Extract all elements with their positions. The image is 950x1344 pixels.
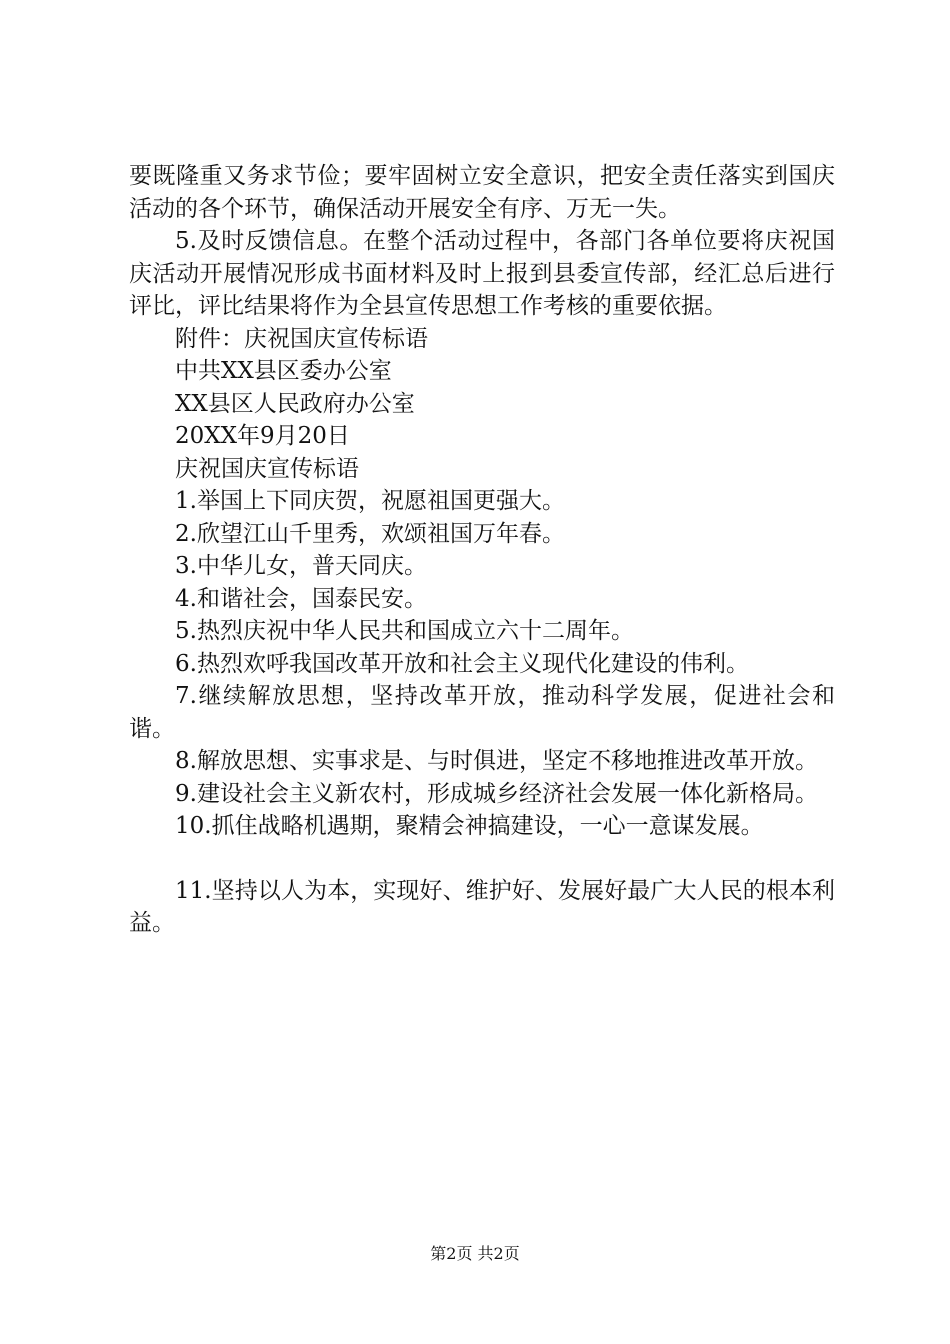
issuer-government-office: XX县区人民政府办公室: [175, 390, 415, 417]
page-footer: [0, 1244, 950, 1264]
slogan-item: 3.中华儿女，普天同庆。: [175, 553, 427, 579]
document-body: [129, 160, 835, 940]
slogan-item: 11.坚持以人为本，实现好、维护好、发展好最广大人民的根本利益。: [129, 877, 835, 936]
slogan-item: 4.和谐社会，国泰民安。: [175, 585, 427, 612]
slogan-item: 8.解放思想、实事求是、与时俱进，坚定不移地推进改革开放。: [175, 748, 818, 774]
slogan-item: 7.继续解放思想，坚持改革开放，推动科学发展，促进社会和谐。: [129, 683, 835, 742]
slogan-item: 2.欣望江山千里秀，欢颂祖国万年春。: [175, 520, 565, 547]
slogan-item: 9.建设社会主义新农村，形成城乡经济社会发展一体化新格局。: [175, 780, 818, 807]
issue-date: 20XX年9月20日: [175, 423, 350, 449]
issuer-party-office: 中共XX县区委办公室: [175, 358, 392, 384]
slogan-item: 6.热烈欢呼我国改革开放和社会主义现代化建设的伟利。: [175, 650, 749, 677]
paragraph-feedback: 5.及时反馈信息。在整个活动过程中，各部门各单位要将庆祝国庆活动开展情况形成书面材料及时上报到县委宣传部，经汇总后进行评比，评比结果将作为全县宣传思想工作考核的重要依据。: [129, 228, 835, 319]
blank-line: [129, 843, 835, 875]
slogan-item: 5.热烈庆祝中华人民共和国成立六十二周年。: [175, 618, 634, 644]
slogan-item: 10.抓住战略机遇期，聚精会神搞建设，一心一意谋发展。: [175, 813, 764, 839]
paragraph-continuation: 要既隆重又务求节俭；要牢固树立安全意识，把安全责任落实到国庆活动的各个环节，确保活动开展安全有序、万无一失。: [129, 163, 835, 222]
attachment-label: 附件：庆祝国庆宣传标语: [175, 325, 428, 352]
page-number-label: 第2页 共2页: [430, 1244, 520, 1263]
slogan-item: 1.举国上下同庆贺，祝愿祖国更强大。: [175, 488, 565, 514]
slogans-heading: 庆祝国庆宣传标语: [175, 455, 359, 482]
